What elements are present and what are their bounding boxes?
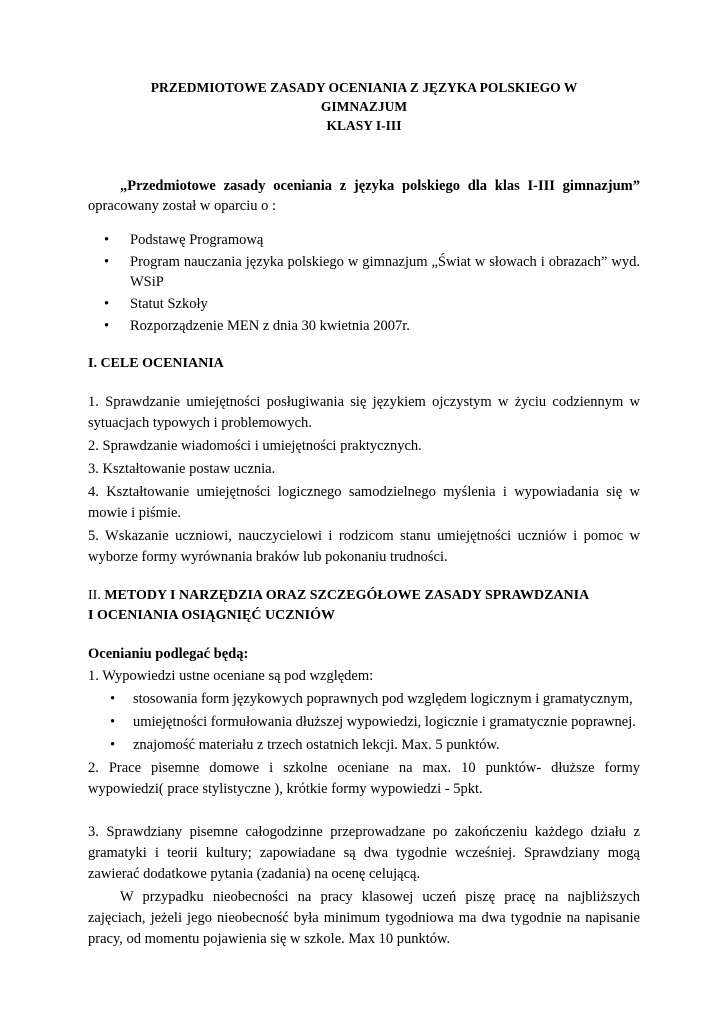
section2-heading-line1: METODY I NARZĘDZIA ORAZ SZCZEGÓŁOWE ZASADY SPRAWDZANIA: [104, 588, 590, 603]
section2-prefix: II.: [88, 588, 101, 603]
goal-item: 3. Kształtowanie postaw ucznia.: [88, 461, 276, 477]
section2-item2: 2. Prace pisemne domowe i szkolne oceniane na max. 10 punktów- dłuższe formy wypowiedzi( prace stylistyczne ), krótkie formy wypowiedzi - 5pkt.: [88, 760, 640, 797]
section2-subheading: Ocenianiu podlegać będą:: [88, 646, 249, 662]
list-item: • znajomość materiału z trzech ostatnich lekcji. Max. 5 punktów.: [88, 735, 640, 756]
bullet-icon: •: [104, 318, 110, 334]
intro-rest: opracowany został w oparciu o :: [88, 198, 277, 214]
document-page: [88, 78, 640, 950]
goal-item: 2. Sprawdzanie wiadomości i umiejętności praktycznych.: [88, 438, 422, 454]
bullet-icon: •: [104, 232, 110, 248]
bullet-icon: •: [104, 296, 110, 312]
list-item: • Rozporządzenie MEN z dnia 30 kwietnia 2007r.: [104, 318, 410, 334]
bullet-icon: •: [110, 691, 116, 707]
list-item: • Program nauczania języka polskiego w gimnazjum „Świat w słowach i obrazach” wyd. WSiP: [104, 254, 640, 290]
list-item: • Podstawę Programową: [104, 232, 264, 248]
title-line-2: GIMNAZJUM: [320, 99, 408, 114]
oral-criteria-list: [88, 689, 640, 756]
section2-item1: 1. Wypowiedzi ustne oceniane są pod względem:: [88, 668, 374, 684]
section2-heading: [88, 586, 640, 626]
title-line-3: KLASY I-III: [326, 118, 402, 133]
section2-item3-continuation: W przypadku nieobecności na pracy klasowej uczeń piszę pracę na najbliższych zajęciach, jeżeli jego nieobecność była minimum tygodniowa ma dwa tygodnie na napisanie pracy, od momentu pojawienia się w szkole. Max 10 punktów.: [88, 889, 640, 947]
intro-paragraph: [88, 176, 640, 216]
bullet-icon: •: [110, 714, 116, 730]
section1-body: [88, 392, 640, 568]
bullet-icon: •: [104, 254, 110, 270]
goal-item: 1. Sprawdzanie umiejętności posługiwania się językiem ojczystym w życiu codziennym w sytuacjach typowych i problemowych.: [88, 394, 640, 431]
document-title: [88, 78, 640, 135]
section2-heading-line2: I OCENIANIA OSIĄGNIĘĆ UCZNIÓW: [88, 608, 335, 623]
list-item: • stosowania form językowych poprawnych pod względem logicznym i gramatycznym,: [88, 689, 640, 710]
sources-list: [88, 230, 640, 336]
list-item: • umiejętności formułowania dłuższej wypowiedzi, logicznie i gramatycznie poprawnej.: [88, 712, 640, 733]
goal-item: 5. Wskazanie uczniowi, nauczycielowi i rodzicom stanu umiejętności uczniów i pomoc w wyborze formy wyrównania braków lub pokonaniu trudności.: [88, 528, 640, 565]
goal-item: 4. Kształtowanie umiejętności logicznego samodzielnego myślenia i wypowiadania się w mowie i piśmie.: [88, 484, 640, 521]
section1-heading: I. CELE OCENIANIA: [88, 356, 224, 371]
section2-item3: 3. Sprawdziany pisemne całogodzinne przeprowadzane po zakończeniu każdego działu z gramatyki i teorii kultury; zapowiadane są dwa tygodnie wcześniej. Sprawdziany mogą zawierać dodatkowe pytania (zadania) na ocenę celującą.: [88, 824, 640, 882]
title-line-1: PRZEDMIOTOWE ZASADY OCENIANIA Z JĘZYKA POLSKIEGO W: [150, 80, 578, 95]
intro-quote: „Przedmiotowe zasady oceniania z języka polskiego dla klas I-III gimnazjum”: [120, 178, 640, 194]
list-item: • Statut Szkoły: [104, 296, 208, 312]
bullet-icon: •: [110, 737, 116, 753]
